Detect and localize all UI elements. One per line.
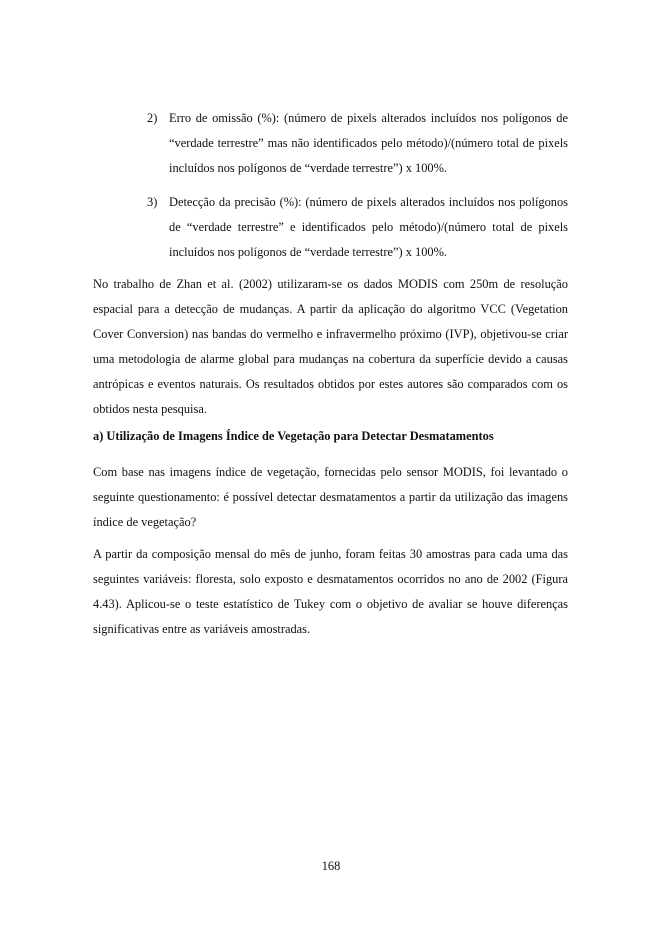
list-item-text: Erro de omissão (%): (número de pixels alterados incluídos nos polígonos de “verdade terrestre” mas não identificados pelo método)/(número total de pixels incluídos nos polígonos de “verdade terrestre”) x 100%. bbox=[169, 111, 568, 175]
list-item-3 bbox=[147, 190, 568, 265]
list-item-number: 2) bbox=[147, 111, 158, 125]
paragraph-zhan: No trabalho de Zhan et al. (2002) utilizaram-se os dados MODIS com 250m de resolução espacial para a detecção de mudanças. A partir da aplicação do algoritmo VCC (Vegetation Cover Conversion) nas bandas do vermelho e infravermelho próximo (IVP), objetivou-se criar uma metodologia de alarme global para mudanças na cobertura da superfície devido a causas antrópicas e eventos naturais. Os resultados obtidos por estes autores são comparados com os obtidos nesta pesquisa. bbox=[93, 277, 568, 416]
paragraph-question: Com base nas imagens índice de vegetação, fornecidas pelo sensor MODIS, foi levantado o seguinte questionamento: é possível detectar desmatamentos a partir da utilização das imagens índice de vegetação? bbox=[93, 465, 568, 529]
list-item-2 bbox=[147, 106, 568, 181]
list-item-number: 3) bbox=[147, 195, 158, 209]
section-heading: a) Utilização de Imagens Índice de Vegetação para Detectar Desmatamentos bbox=[93, 429, 494, 443]
list-item-text: Detecção da precisão (%): (número de pixels alterados incluídos nos polígonos de “verdade terrestre” e identificados pelo método)/(número total de pixels incluídos nos polígonos de “verdade terrestre”) x 100%. bbox=[169, 195, 568, 259]
page-number: 168 bbox=[321, 859, 341, 873]
paragraph-method: A partir da composição mensal do mês de junho, foram feitas 30 amostras para cada uma das seguintes variáveis: floresta, solo exposto e desmatamentos ocorridos no ano de 2002 (Figura 4.43). Aplicou-se o teste estatístico de Tukey com o objetivo de avaliar se houve diferenças significativas entre as variáveis amostradas. bbox=[93, 547, 568, 636]
